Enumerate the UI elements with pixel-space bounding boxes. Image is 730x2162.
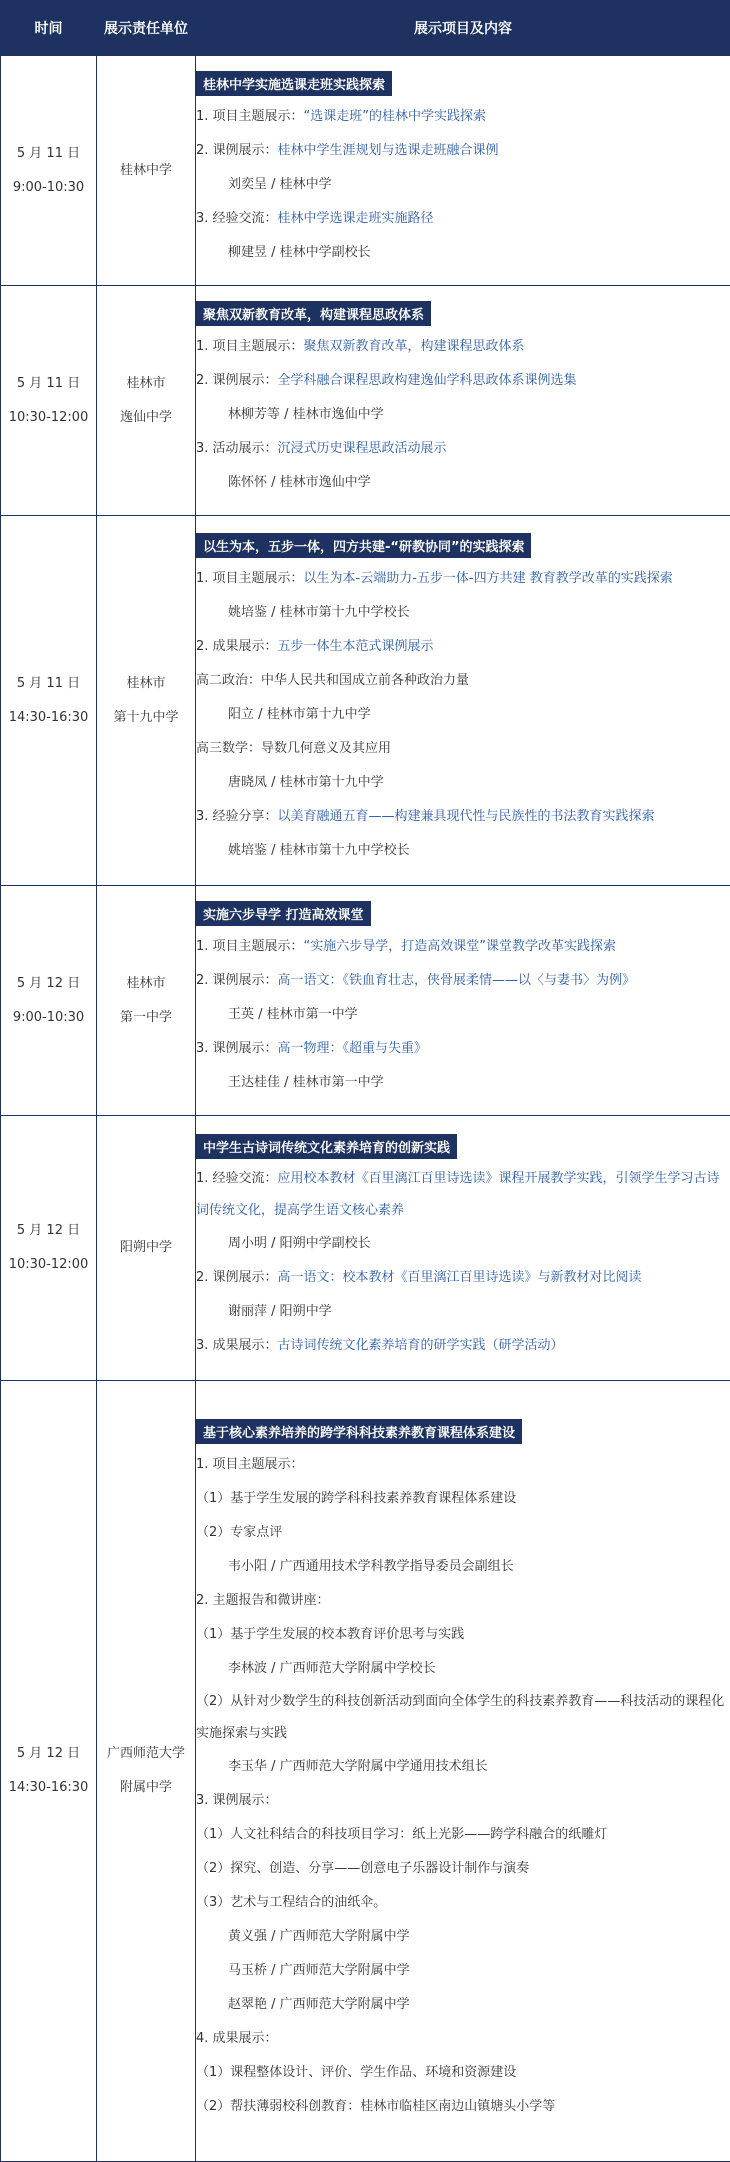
item-label: 高二政治：	[196, 673, 261, 688]
item-value: 聚焦双新教育改革，构建课程思政体系	[304, 339, 525, 354]
content-cell	[196, 886, 730, 1116]
unit-name-line: 附属中学	[97, 1771, 195, 1805]
header-time: 时间	[1, 1, 97, 56]
item-label: 高三数学：	[196, 741, 261, 756]
content-line	[196, 1886, 730, 1920]
project-title: 聚焦双新教育改革，构建课程思政体系	[196, 301, 431, 326]
item-label: 1. 经验交流：	[196, 1171, 278, 1186]
content-line	[196, 1686, 730, 1750]
item-label: （2）从针对少数学生的科技创新活动到面向全体学生的科技素养教育——科技活动的课程化实施探索与实践	[196, 1694, 724, 1741]
unit-name-line: 第十九中学	[97, 701, 195, 735]
project-title: 实施六步导学 打造高效课堂	[196, 901, 371, 926]
item-value: 沉浸式历史课程思政活动展示	[278, 441, 447, 456]
item-label: 2. 课例展示：	[196, 143, 278, 158]
item-label: 2. 课例展示：	[196, 373, 278, 388]
item-value: 古诗词传统文化素养培育的研学实践（研学活动）	[278, 1338, 564, 1353]
item-label: （1）课程整体设计、评价、学生作品、环境和资源建设	[196, 2065, 516, 2080]
item-value: 高一语文：《铁血育壮志，侠骨展柔情——以〈与妻书〉为例》	[278, 973, 636, 988]
unit-cell	[97, 1381, 196, 2162]
session-time: 9:00-10:30	[1, 1001, 96, 1035]
presenter-line: 周小明 / 阳朔中学副校长	[196, 1227, 730, 1261]
content-line	[196, 1584, 730, 1618]
presenter-line: 林柳芳等 / 桂林市逸仙中学	[196, 398, 730, 432]
item-value: 全学科融合课程思政构建逸仙学科思政体系课例选集	[278, 373, 577, 388]
presenter-line: 王英 / 桂林市第一中学	[196, 998, 730, 1032]
item-value: 高一语文：校本教材《百里漓江百里诗选读》与新教材对比阅读	[278, 1270, 642, 1285]
item-label: 2. 主题报告和微讲座：	[196, 1593, 330, 1608]
project-title: 以生为本，五步一体，四方共建-“研教协同”的实践探索	[196, 533, 531, 558]
unit-name-line: 阳朔中学	[97, 1231, 195, 1265]
presenter-line: 阳立 / 桂林市第十九中学	[196, 698, 730, 732]
item-label: 2. 课例展示：	[196, 1270, 278, 1285]
content-cell	[196, 516, 730, 886]
schedule-row	[1, 1381, 730, 2162]
presenter-line: 马玉桥 / 广西师范大学附属中学	[196, 1954, 730, 1988]
item-value: 桂林中学选课走班实施路径	[278, 211, 434, 226]
session-time: 14:30-16:30	[1, 1771, 96, 1805]
session-date: 5 月 12 日	[1, 1737, 96, 1771]
content-line	[196, 2056, 730, 2090]
presenter-line: 韦小阳 / 广西通用技术学科教学指导委员会副组长	[196, 1550, 730, 1584]
item-label: （1）基于学生发展的校本教育评价思考与实践	[196, 1627, 464, 1642]
item-value: 桂林中学生涯规划与选课走班融合课例	[278, 143, 499, 158]
content-line	[196, 1618, 730, 1652]
unit-name-line: 桂林市	[97, 367, 195, 401]
time-cell	[1, 286, 97, 516]
header-row	[1, 1, 730, 56]
presenter-line: 李玉华 / 广西师范大学附属中学通用技术组长	[196, 1750, 730, 1784]
session-date: 5 月 11 日	[1, 367, 96, 401]
session-date: 5 月 11 日	[1, 137, 96, 171]
item-label: 2. 课例展示：	[196, 973, 278, 988]
content-line	[196, 1032, 730, 1066]
item-value: 导数几何意义及其应用	[261, 741, 391, 756]
item-label: （2）探究、创造、分享——创意电子乐器设计制作与演奏	[196, 1861, 529, 1876]
presenter-line: 赵翠艳 / 广西师范大学附属中学	[196, 1988, 730, 2022]
presenter-line: 姚培鉴 / 桂林市第十九中学校长	[196, 834, 730, 868]
content-cell	[196, 286, 730, 516]
content-line	[196, 930, 730, 964]
session-time: 9:00-10:30	[1, 171, 96, 205]
item-label: （2）帮扶薄弱校科创教育：桂林市临桂区南边山镇塘头小学等	[196, 2099, 555, 2114]
presenter-line: 王达桂佳 / 桂林市第一中学	[196, 1066, 730, 1100]
session-time: 14:30-16:30	[1, 701, 96, 735]
presenter-line: 柳建昱 / 桂林中学副校长	[196, 236, 730, 270]
content-line	[196, 432, 730, 466]
item-label: 4. 成果展示：	[196, 2031, 278, 2046]
unit-name-line: 桂林中学	[97, 154, 195, 188]
schedule-row	[1, 1116, 730, 1381]
content-cell	[196, 1381, 730, 2162]
unit-cell	[97, 886, 196, 1116]
schedule-row	[1, 886, 730, 1116]
content-line	[196, 364, 730, 398]
presenter-line: 谢丽萍 / 阳朔中学	[196, 1295, 730, 1329]
project-title: 中学生古诗词传统文化素养培育的创新实践	[196, 1134, 457, 1159]
content-line	[196, 100, 730, 134]
content-line	[196, 1448, 730, 1482]
session-time: 10:30-12:00	[1, 1248, 96, 1282]
content-line	[196, 1482, 730, 1516]
content-line	[196, 1329, 730, 1363]
item-label: 2. 成果展示：	[196, 639, 278, 654]
content-line	[196, 202, 730, 236]
item-label: 3. 课例展示：	[196, 1041, 278, 1056]
content-line	[196, 2022, 730, 2056]
item-value: “实施六步导学，打造高效课堂”课堂教学改革实践探索	[304, 939, 616, 954]
unit-name-line: 广西师范大学	[97, 1737, 195, 1771]
content-line	[196, 562, 730, 596]
time-cell	[1, 56, 97, 286]
presenter-line: 黄义强 / 广西师范大学附属中学	[196, 1920, 730, 1954]
unit-name-line: 桂林市	[97, 667, 195, 701]
item-label: 1. 项目主题展示：	[196, 109, 304, 124]
header-content: 展示项目及内容	[196, 1, 730, 56]
unit-cell	[97, 56, 196, 286]
item-label: （1）基于学生发展的跨学科科技素养教育课程体系建设	[196, 1491, 516, 1506]
item-value: “选课走班”的桂林中学实践探索	[304, 109, 486, 124]
item-label: （1）人文社科结合的科技项目学习：纸上光影——跨学科融合的纸雕灯	[196, 1827, 607, 1842]
schedule-row	[1, 56, 730, 286]
content-line	[196, 330, 730, 364]
item-label: 3. 成果展示：	[196, 1338, 278, 1353]
session-date: 5 月 12 日	[1, 1214, 96, 1248]
content-cell	[196, 1116, 730, 1381]
item-label: 1. 项目主题展示：	[196, 939, 304, 954]
content-line	[196, 964, 730, 998]
content-line	[196, 732, 730, 766]
unit-name-line: 第一中学	[97, 1001, 195, 1035]
time-cell	[1, 516, 97, 886]
unit-cell	[97, 286, 196, 516]
content-line	[196, 1163, 730, 1227]
content-line	[196, 1784, 730, 1818]
content-line	[196, 1261, 730, 1295]
item-value: 应用校本教材《百里漓江百里诗选读》课程开展教学实践，引领学生学习古诗词传统文化，提高学生语文核心素养	[196, 1171, 720, 1218]
item-value: 以生为本-云端助力-五步一体-四方共建 教育教学改革的实践探索	[304, 571, 673, 586]
time-cell	[1, 1116, 97, 1381]
project-title: 基于核心素养培养的跨学科科技素养教育课程体系建设	[196, 1419, 522, 1444]
item-label: 1. 项目主题展示：	[196, 339, 304, 354]
project-title: 桂林中学实施选课走班实践探索	[196, 71, 392, 96]
item-label: 1. 项目主题展示：	[196, 571, 304, 586]
item-label: （2）专家点评	[196, 1525, 282, 1540]
item-label: 3. 课例展示：	[196, 1793, 278, 1808]
schedule-row	[1, 516, 730, 886]
time-cell	[1, 1381, 97, 2162]
session-date: 5 月 12 日	[1, 967, 96, 1001]
presenter-line: 刘奕呈 / 桂林中学	[196, 168, 730, 202]
session-date: 5 月 11 日	[1, 667, 96, 701]
item-label: （3）艺术与工程结合的油纸伞。	[196, 1895, 386, 1910]
presenter-line: 姚培鉴 / 桂林市第十九中学校长	[196, 596, 730, 630]
unit-name-line: 桂林市	[97, 967, 195, 1001]
content-line	[196, 800, 730, 834]
presenter-line: 李林波 / 广西师范大学附属中学校长	[196, 1652, 730, 1686]
session-time: 10:30-12:00	[1, 401, 96, 435]
unit-cell	[97, 516, 196, 886]
item-value: 中华人民共和国成立前各种政治力量	[261, 673, 469, 688]
content-line	[196, 1818, 730, 1852]
content-line	[196, 1852, 730, 1886]
item-label: 1. 项目主题展示：	[196, 1457, 304, 1472]
content-line	[196, 2090, 730, 2124]
item-label: 3. 经验交流：	[196, 211, 278, 226]
unit-cell	[97, 1116, 196, 1381]
header-unit: 展示责任单位	[97, 1, 196, 56]
content-cell	[196, 56, 730, 286]
item-value: 以美育融通五育——构建兼具现代性与民族性的书法教育实践探索	[278, 809, 655, 824]
unit-name-line: 逸仙中学	[97, 401, 195, 435]
schedule-row	[1, 286, 730, 516]
content-line	[196, 1516, 730, 1550]
time-cell	[1, 886, 97, 1116]
item-label: 3. 经验分享：	[196, 809, 278, 824]
presenter-line: 陈怀怀 / 桂林市逸仙中学	[196, 466, 730, 500]
content-line	[196, 134, 730, 168]
item-value: 五步一体生本范式课例展示	[278, 639, 434, 654]
presenter-line: 唐晓凤 / 桂林市第十九中学	[196, 766, 730, 800]
content-line	[196, 664, 730, 698]
content-line	[196, 630, 730, 664]
item-value: 高一物理：《超重与失重》	[278, 1041, 428, 1056]
item-label: 3. 活动展示：	[196, 441, 278, 456]
